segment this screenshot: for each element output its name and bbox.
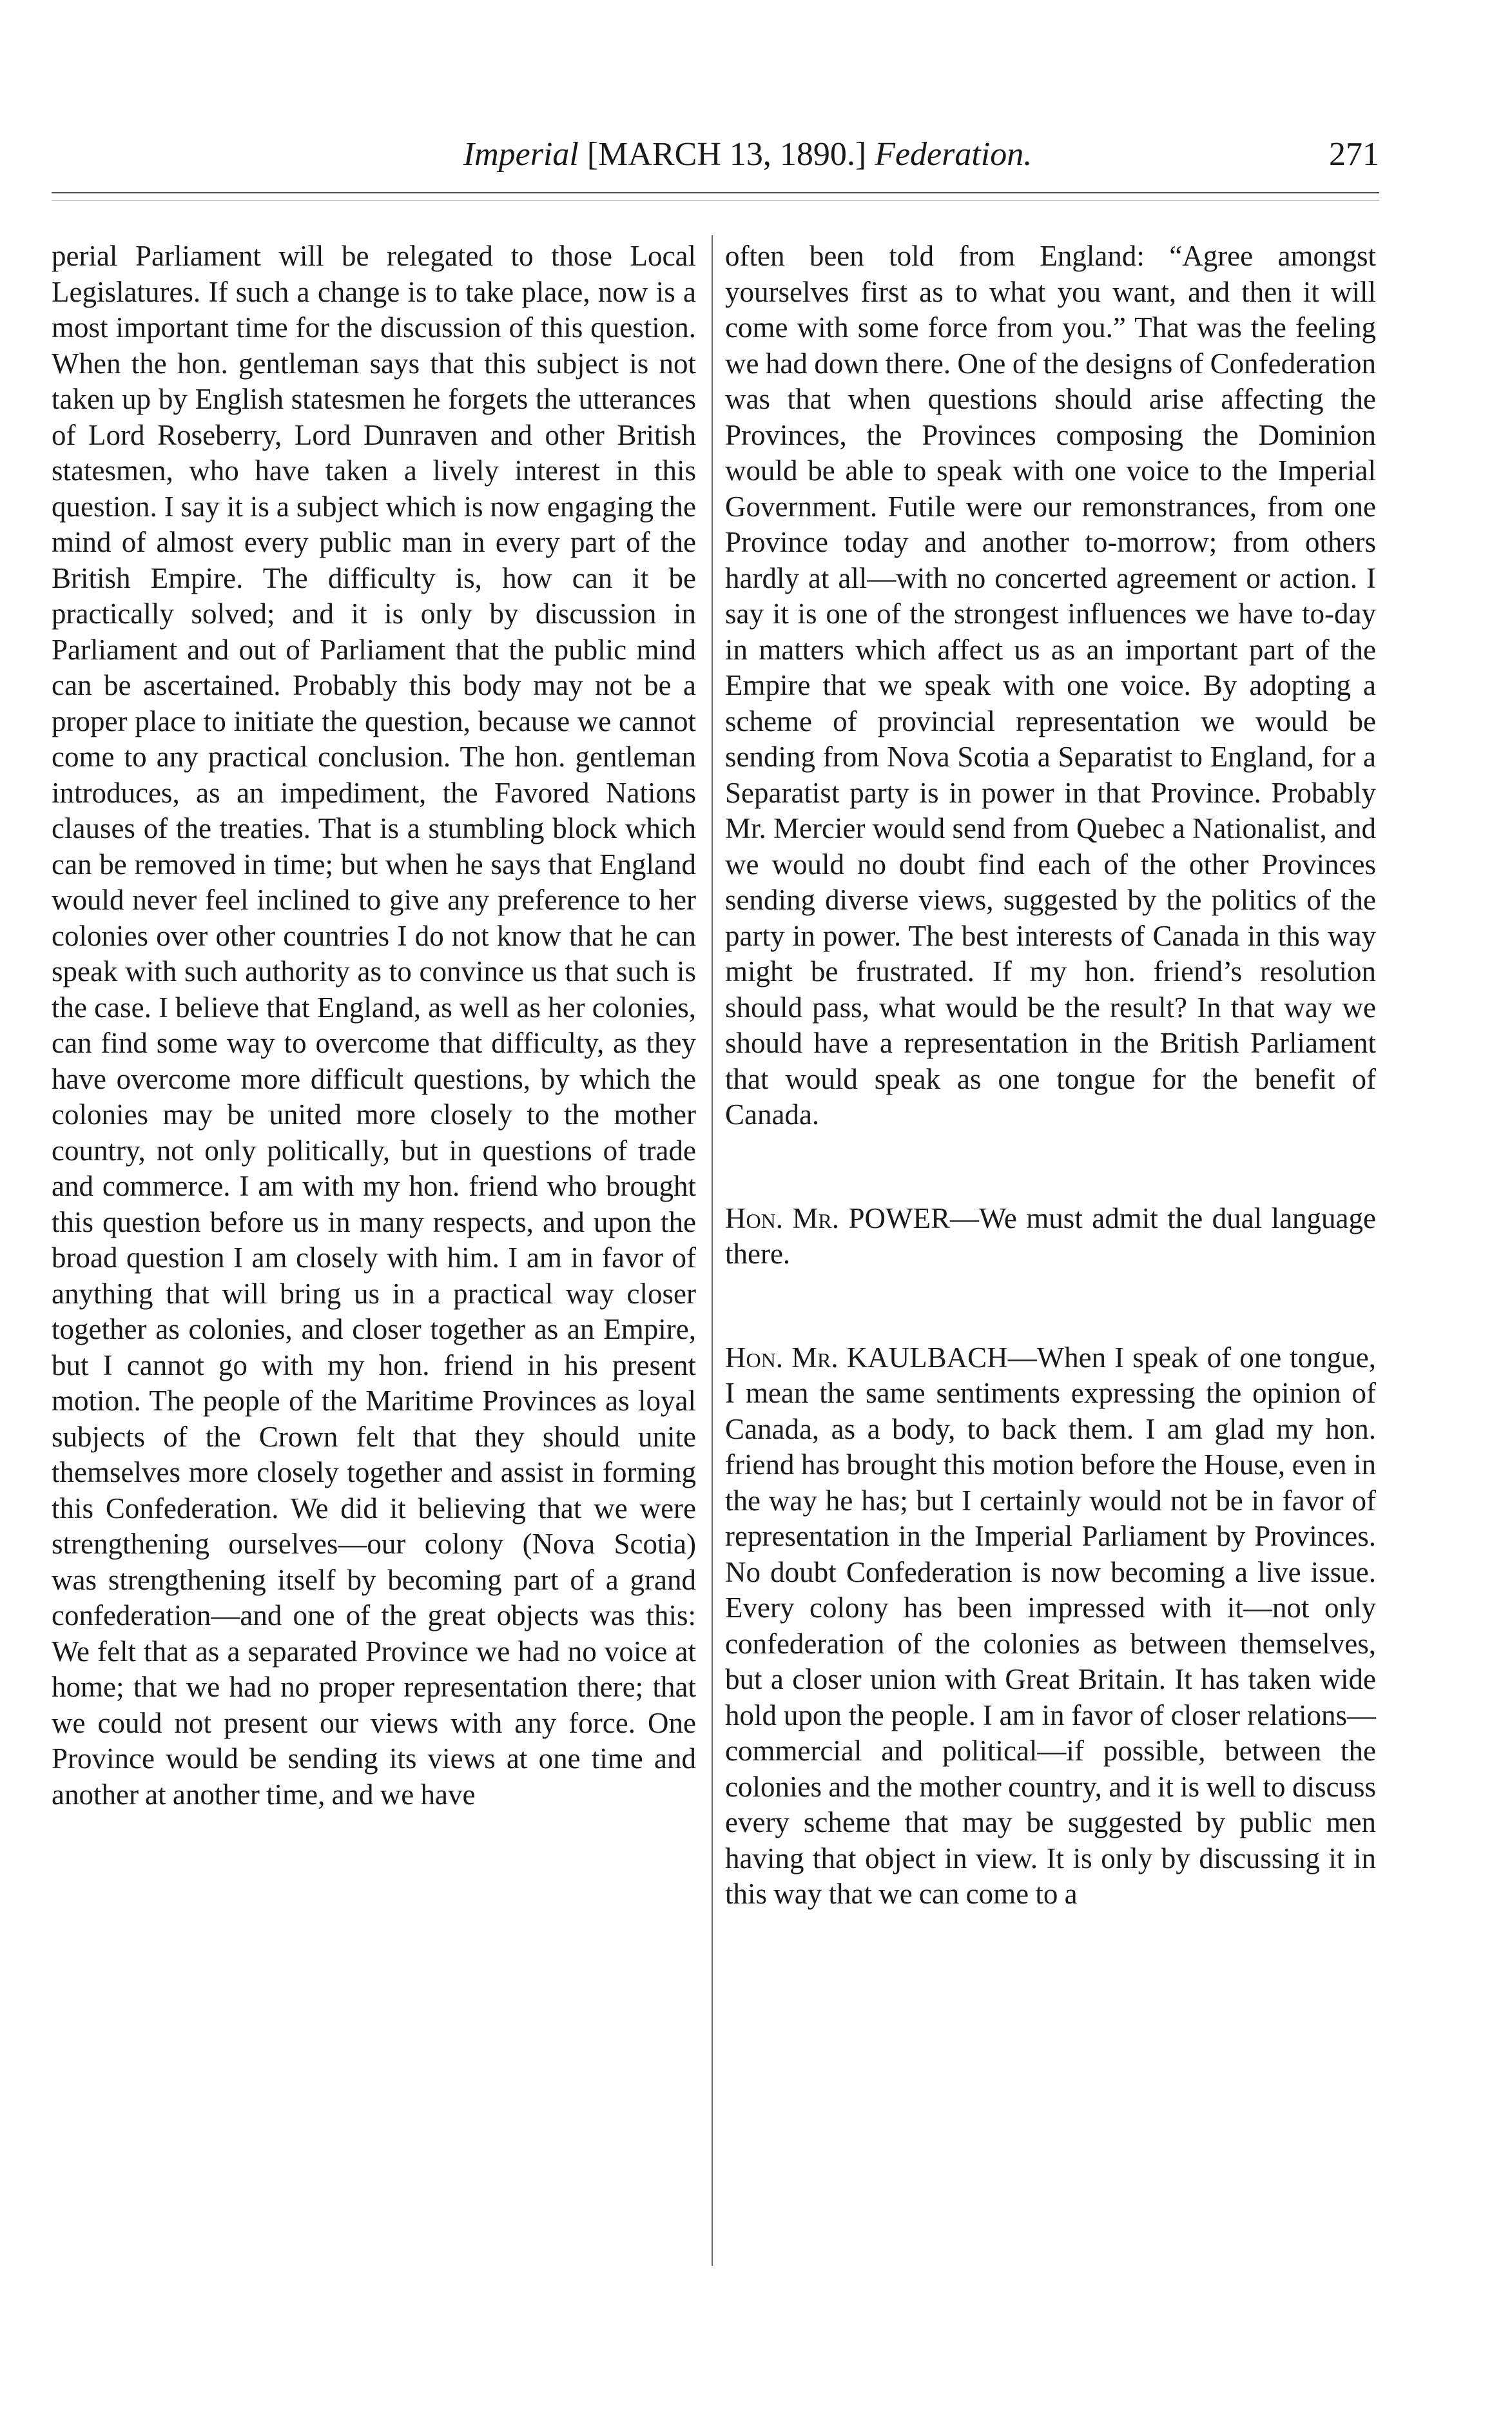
left-column	[52, 239, 696, 1813]
paragraph-gap	[725, 1272, 1376, 1340]
right-column	[725, 239, 1376, 1913]
running-header	[155, 135, 1379, 180]
right-paragraph-1: often been told from England: “Agree amongst yourselves first as to what you want, and then it will come with some force from you.” That was the feeling we had down there. One of the designs of Confederation was that when questions should arise affecting the Provinces, the Provinces composing the Dominion would be able to speak with one voice to the Imperial Government. Futile were our remonstrances, from one Province today and another to-morrow; from others hardly at all—with no concerted agreement or action. I say it is one of the strongest influences we have to-day in matters which affect us as an important part of the Empire that we speak with one voice. By adopting a scheme of provincial representation we would be sending from Nova Scotia a Separatist to England, for a Separatist party is in power in that Province. Probably Mr. Mercier would send from Quebec a Nationalist, and we would no doubt find each of the other Provinces sending diverse views, suggested by the politics of the party in power. The best interests of Canada in this way might be frustrated. If my hon. friend’s resolution should pass, what would be the result? In that way we should have a representation in the British Parliament that would speak as one tongue for the benefit of Canada.	[725, 240, 1376, 1131]
speech-text: —When I speak of one tongue, I mean the same sentiments expressing the opinion of Canada, as a body, to back them. I am glad my hon. friend has brought this motion before the House, even in the way he has; but I certainly would not be in favor of representation in the Imperial Parliament by Provinces. No doubt Confederation is now becoming a live issue. Every colony has been impressed with it—not only confederation of the colonies as between themselves, but a closer union with Great Britain. It has taken wide hold upon the people. I am in favor of closer relations—commercial and political—if possible, between the colonies and the mother country, and it is well to discuss every scheme that may be suggested by public men having that object in view. It is only by discussing it in this way that we can come to a	[725, 1341, 1377, 1910]
speaker-name: Hon. Mr. KAULBACH	[725, 1341, 1008, 1374]
speaker-name: Hon. Mr. POWER	[725, 1202, 950, 1234]
right-paragraph-2	[725, 1201, 1376, 1272]
header-rule	[52, 192, 1379, 193]
header-title	[406, 135, 1089, 173]
speech-text: —We must admit the dual language there.	[725, 1202, 1377, 1270]
header-title-right: Federation.	[875, 136, 1032, 173]
header-title-left: Imperial	[463, 136, 579, 173]
paragraph-gap	[725, 1133, 1376, 1201]
left-column-text: perial Parliament will be relegated to those Local Legislatures. If such a change is to take place, now is a most important time for the discussion of this question. When the hon. gentleman says that this subject is not taken up by English statesmen he forgets the utterances of Lord Roseberry, Lord Dunraven and other British statesmen, who have taken a lively interest in this question. I say it is a subject which is now engaging the mind of almost every public man in every part of the British Empire. The difficulty is, how can it be practically solved; and it is only by discussion in Parliament and out of Parliament that the public mind can be ascertained. Probably this body may not be a proper place to initiate the question, because we cannot come to any practical conclusion. The hon. gentleman introduces, as an impediment, the Favored Nations clauses of the treaties. That is a stumbling block which can be removed in time; but when he says that England would never feel inclined to give any preference to her colonies over other countries I do not know that he can speak with such authority as to convince us that such is the case. I believe that England, as well as her colonies, can find some way to overcome that difficulty, as they have overcome more difficult questions, by which the colonies may be united more closely to the mother country, not only politically, but in questions of trade and commerce. I am with my hon. friend who brought this question before us in many respects, and upon the broad question I am closely with him. I am in favor of anything that will bring us in a practical way closer together as colonies, and closer together as an Empire, but I cannot go with my hon. friend in his present motion. The people of the Maritime Provinces as loyal subjects of the Crown felt that they should unite themselves more closely together and assist in forming this Confederation. We did it believing that we were strengthening ourselves—our colony (Nova Scotia) was strengthening itself by becoming part of a grand confederation—and one of the great objects was this: We felt that as a separated Province we had no voice at home; that we had no proper representation there; that we could not present our views with any force. One Province would be sending its views at one time and another at another time, and we have	[52, 240, 696, 1811]
page-number: 271	[1329, 136, 1379, 173]
column-divider	[712, 235, 713, 2266]
right-paragraph-3	[725, 1340, 1376, 1913]
header-date: [MARCH 13, 1890.]	[586, 136, 867, 173]
